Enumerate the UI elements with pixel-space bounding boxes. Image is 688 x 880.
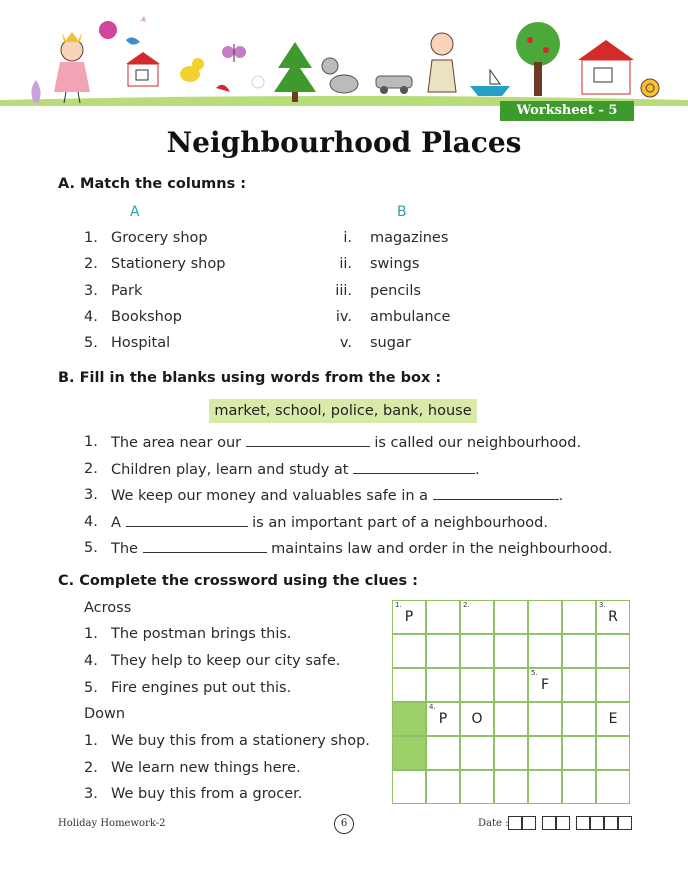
answer-blank[interactable] [353,461,475,474]
pine-tree-icon [274,42,316,102]
crossword-cell[interactable] [460,702,494,736]
answer-blank[interactable] [143,540,267,553]
list-number: 4. [84,653,98,669]
page-number: 6 [334,814,354,834]
list-item: Grocery shop [111,230,208,246]
balloon-icon [99,21,117,39]
sentence-start: We keep our money and valuables safe in a [111,488,433,504]
crossword-cell[interactable] [596,668,630,702]
date-box[interactable] [590,816,604,830]
list-item: Hospital [111,335,171,351]
clue-text: Fire engines put out this. [111,680,292,696]
list-number: 2. [84,256,98,272]
list-item [111,540,612,557]
header-illustration [0,0,688,110]
worksheet-tag: Worksheet - 5 [500,101,634,121]
crossword-cell[interactable] [494,634,528,668]
crossword-cell[interactable] [562,668,596,702]
crossword-cell[interactable] [528,668,562,702]
crossword-cell[interactable] [596,736,630,770]
crossword-cell [392,736,426,770]
crossword-cell[interactable] [494,770,528,804]
list-item: Stationery shop [111,256,226,272]
across-label: Across [84,600,132,616]
crossword-cell[interactable] [460,600,494,634]
list-number: 5. [84,680,98,696]
list-number: 3. [84,786,98,802]
word-box: market, school, police, bank, house [209,399,477,423]
list-number: 2. [84,760,98,776]
crossword-cell[interactable] [460,668,494,702]
crossword-cell[interactable] [528,600,562,634]
crossword-cell[interactable] [426,634,460,668]
list-number: iii. [335,283,352,299]
answer-blank[interactable] [126,514,248,527]
crossword-cell[interactable] [528,702,562,736]
sentence-end: is called our neighbourhood. [369,435,582,451]
list-item: magazines [370,230,449,246]
crossword-cell[interactable] [562,600,596,634]
clue-number: 1. [395,601,402,609]
date-box[interactable] [508,816,522,830]
list-item [111,434,581,451]
crossword-cell[interactable] [460,736,494,770]
clue-number: 2. [463,601,470,609]
list-number: iv. [335,309,352,325]
clue-number: 3. [599,601,606,609]
list-number: ii. [339,256,352,272]
list-item: swings [370,256,420,272]
sentence-start: A [111,515,126,531]
list-number: v. [339,335,352,351]
crossword-cell[interactable] [426,668,460,702]
list-number: 1. [84,230,98,246]
clue-text: We learn new things here. [111,760,301,776]
list-item [111,461,480,478]
list-number: 4. [84,309,98,325]
footer-label: Holiday Homework-2 [58,818,166,829]
crossword-cell [392,702,426,736]
house-icon [578,40,634,94]
column-b-label: B [397,204,407,220]
girl-icon [54,32,90,103]
clue-number: 5. [531,669,538,677]
crossword-cell[interactable] [426,736,460,770]
list-item: Park [111,283,143,299]
clue-text: We buy this from a grocer. [111,786,303,802]
crossword-cell[interactable] [562,702,596,736]
crossword-cell[interactable] [596,702,630,736]
crossword-cell[interactable] [460,770,494,804]
clue-text: They help to keep our city safe. [111,653,341,669]
given-letter: R [608,609,618,625]
butterfly-icon [222,44,246,62]
list-item [111,487,563,504]
list-number: i. [343,230,352,246]
crossword-cell[interactable] [596,600,630,634]
list-number: 1. [84,434,98,450]
sentence-start: The area near our [111,435,246,451]
crossword-cell[interactable] [426,600,460,634]
bird-icon [180,58,204,82]
crossword-cell[interactable] [596,634,630,668]
list-number: 5. [84,335,98,351]
flame-icon [31,80,40,103]
crossword-cell[interactable] [460,634,494,668]
sentence-start: Children play, learn and study at [111,462,354,478]
cat-icon [322,58,358,93]
given-letter: P [438,711,448,727]
date-label: Date : [478,818,509,829]
list-item: ambulance [370,309,451,325]
sentence-end: . [475,462,480,478]
sentence-end: is an important part of a neighbourhood. [247,515,548,531]
crossword-cell[interactable] [426,770,460,804]
snail-icon [641,79,659,97]
crossword-cell[interactable] [528,736,562,770]
list-number: 3. [84,487,98,503]
list-number: 1. [84,733,98,749]
boy-icon [428,33,456,92]
crossword-cell[interactable] [494,702,528,736]
crossword-cell[interactable] [392,600,426,634]
crossword-cell[interactable] [392,770,426,804]
section-a-heading: A. Match the columns : [58,176,247,192]
sentence-end: . [558,488,564,504]
clue-text: We buy this from a stationery shop. [111,733,370,749]
answer-blank[interactable] [433,487,559,500]
crossword-cell[interactable] [494,600,528,634]
list-number: 5. [84,540,98,556]
crossword-cell[interactable] [392,668,426,702]
crossword-cell[interactable] [528,634,562,668]
crossword-cell[interactable] [426,702,460,736]
date-box[interactable] [604,816,618,830]
list-number: 2. [84,461,98,477]
sentence-end: maintains law and order in the neighbourhood. [266,541,613,557]
answer-blank[interactable] [246,434,370,447]
crossword-cell[interactable] [562,770,596,804]
list-item: sugar [370,335,411,351]
clue-number: 4. [429,703,436,711]
list-item [111,514,548,531]
date-box[interactable] [522,816,536,830]
page-title: Neighbourhood Places [166,126,522,159]
section-c-heading: C. Complete the crossword using the clues : [58,573,418,589]
list-item: pencils [370,283,421,299]
crossword-cell[interactable] [562,736,596,770]
sentence-start: The [111,541,143,557]
down-label: Down [84,706,126,722]
given-letter: P [404,609,414,625]
list-item: Bookshop [111,309,182,325]
list-number: 3. [84,283,98,299]
crossword-cell[interactable] [528,770,562,804]
apple-tree-icon [516,22,560,96]
list-number: 1. [84,626,98,642]
list-number: 4. [84,514,98,530]
clue-text: The postman brings this. [111,626,292,642]
column-a-label: A [130,204,140,220]
date-box[interactable] [556,816,570,830]
crossword-cell[interactable] [494,736,528,770]
date-box[interactable] [542,816,556,830]
given-letter: F [540,677,550,693]
house-icon [126,52,160,86]
given-letter: O [471,711,483,727]
date-box[interactable] [618,816,632,830]
given-letter: E [608,711,618,727]
crossword-cell[interactable] [392,634,426,668]
crossword-cell[interactable] [596,770,630,804]
boat-icon [470,70,510,96]
car-icon [376,76,412,94]
crossword-cell[interactable] [494,668,528,702]
crossword-cell[interactable] [562,634,596,668]
section-b-heading: B. Fill in the blanks using words from the box : [58,370,442,386]
date-box[interactable] [576,816,590,830]
